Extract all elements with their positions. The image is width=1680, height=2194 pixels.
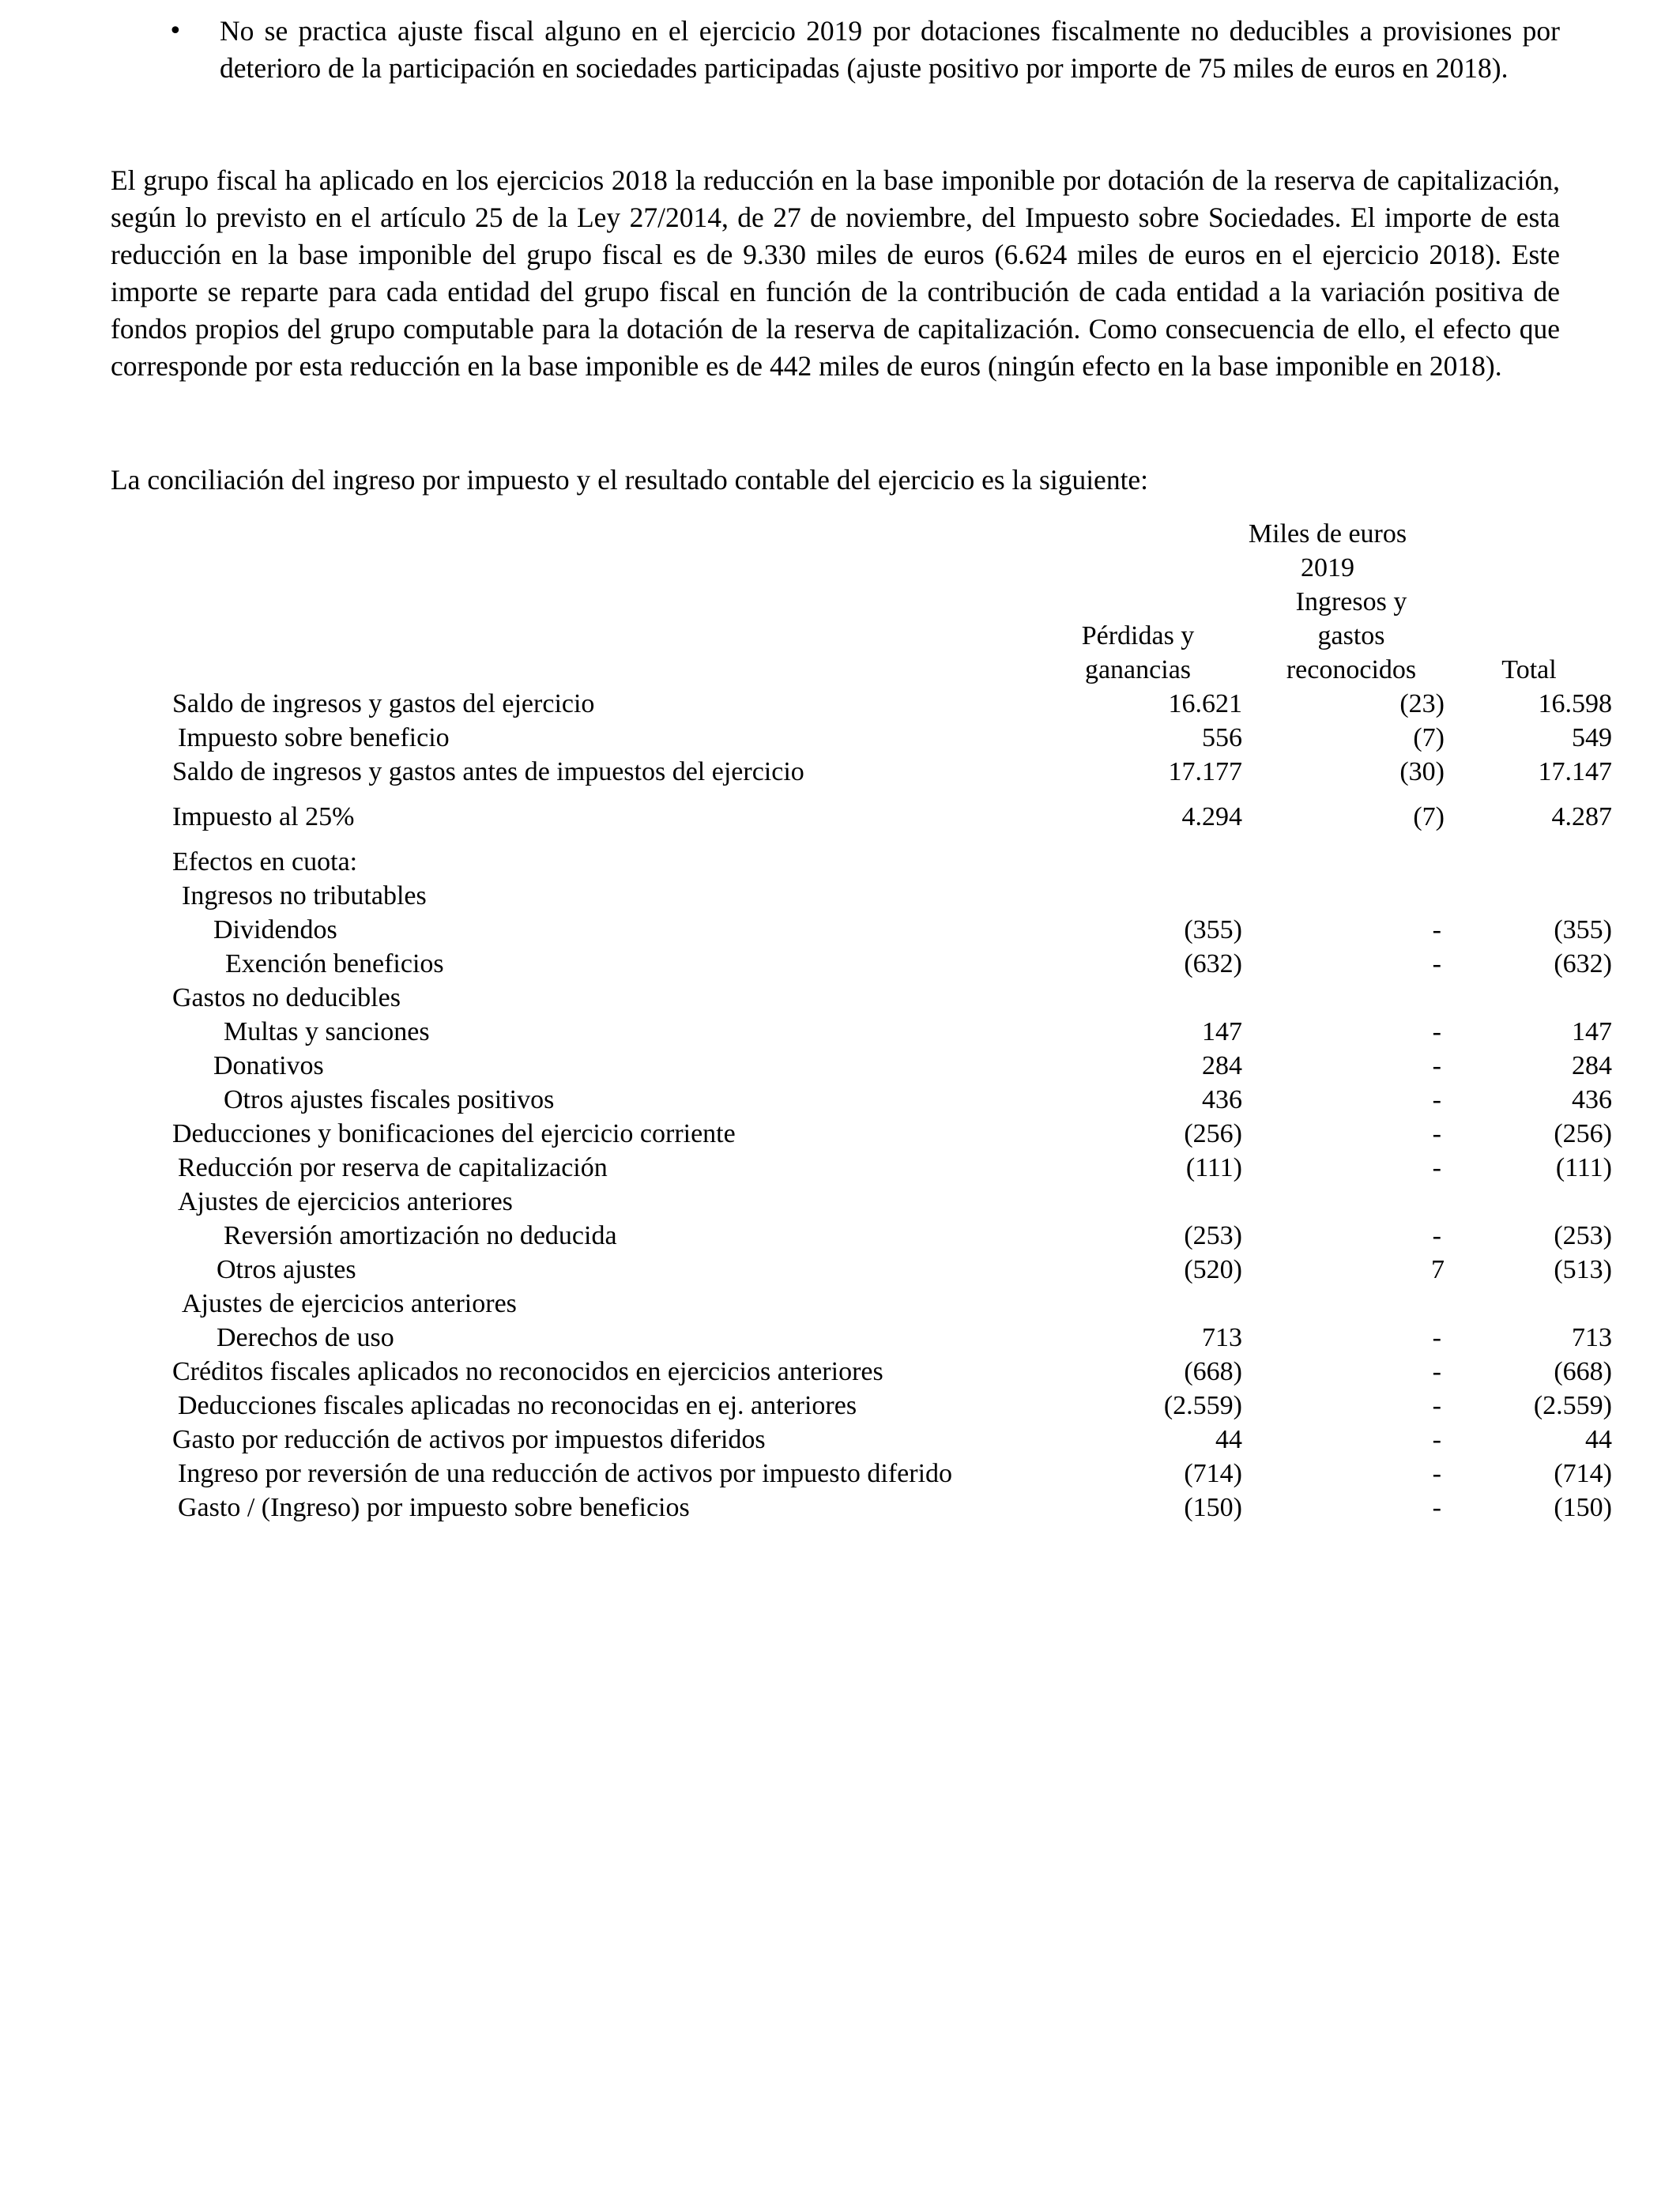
table-row (0, 1355, 1680, 1389)
cell-perdidas-ganancias: 17.177 (1168, 757, 1242, 786)
cell-total: (714) (1554, 1459, 1612, 1488)
row-label: Multas y sanciones (224, 1017, 430, 1046)
cell-ingresos-gastos: (7) (1413, 802, 1445, 831)
table-row (0, 1151, 1680, 1185)
table-row (0, 1049, 1680, 1083)
row-label: Impuesto al 25% (172, 802, 355, 831)
cell-total: 16.598 (1538, 689, 1612, 718)
cell-total: (513) (1554, 1255, 1612, 1284)
cell-ingresos-gastos: - (1432, 949, 1441, 978)
table-row (0, 1491, 1680, 1525)
cell-ingresos-gastos: (23) (1399, 689, 1445, 718)
cell-perdidas-ganancias: (520) (1184, 1255, 1242, 1284)
table-row (0, 1287, 1680, 1321)
table-units-header: Miles de euros (1248, 519, 1407, 548)
cell-total: 17.147 (1538, 757, 1612, 786)
cell-perdidas-ganancias: (668) (1184, 1357, 1242, 1386)
column-header-total: Total (1501, 655, 1557, 684)
column-header-line: Pérdidas y (1081, 621, 1195, 650)
cell-total: 147 (1572, 1017, 1612, 1046)
row-label: Otros ajustes (217, 1255, 356, 1284)
row-label: Dividendos (213, 915, 337, 944)
row-label: Créditos fiscales aplicados no reconocidos en ejercicios anteriores (172, 1357, 883, 1386)
cell-total: (256) (1554, 1119, 1612, 1148)
cell-ingresos-gastos: - (1432, 1391, 1441, 1420)
row-label: Reducción por reserva de capitalización (178, 1153, 608, 1182)
cell-total: 549 (1572, 723, 1612, 752)
cell-perdidas-ganancias: (2.559) (1163, 1391, 1242, 1420)
table-row (0, 1015, 1680, 1049)
cell-perdidas-ganancias: (150) (1184, 1493, 1242, 1522)
cell-total: (632) (1554, 949, 1612, 978)
cell-total: 44 (1585, 1425, 1612, 1454)
column-header-line: reconocidos (1286, 655, 1417, 684)
table-row (0, 1389, 1680, 1423)
cell-total: (111) (1555, 1153, 1612, 1182)
table-row (0, 755, 1680, 789)
table-row (0, 1083, 1680, 1117)
cell-perdidas-ganancias: (253) (1184, 1221, 1242, 1250)
table-row (0, 1321, 1680, 1355)
row-label: Gasto por reducción de activos por impuestos diferidos (172, 1425, 766, 1454)
row-label: Saldo de ingresos y gastos antes de impuestos del ejercicio (172, 757, 804, 786)
body-paragraph: El grupo fiscal ha aplicado en los ejercicios 2018 la reducción en la base imponible por dotación de la reserva de capitalización, según lo previsto en el artículo 25 de la Ley 27/2014, de 27 de noviembre, del Impuesto sobre Sociedades. El importe de esta reducción en la base imponible del grupo fiscal es de 9.330 miles de euros (6.624 miles de euros en el ejercicio 2018). Este importe se reparte para cada entidad del grupo fiscal en función de la contribución de cada entidad a la variación positiva de fondos propios del grupo computable para la dotación de la reserva de capitalización. Como consecuencia de ello, el efecto que corresponde por esta reducción en la base imponible es de 442 miles de euros (ningún efecto en la base imponible en 2018). (111, 164, 1560, 382)
row-label: Derechos de uso (217, 1323, 394, 1352)
cell-total: (2.559) (1533, 1391, 1612, 1420)
row-label: Ingresos no tributables (182, 881, 427, 910)
table-row (0, 981, 1680, 1015)
cell-total: 436 (1572, 1085, 1612, 1114)
row-label: Exención beneficios (225, 949, 444, 978)
cell-ingresos-gastos: (30) (1399, 757, 1445, 786)
table-row (0, 913, 1680, 947)
column-header-line: ganancias (1084, 655, 1192, 684)
cell-ingresos-gastos: (7) (1413, 723, 1445, 752)
cell-total: (668) (1554, 1357, 1612, 1386)
row-label: Ajustes de ejercicios anteriores (182, 1289, 517, 1318)
row-label: Saldo de ingresos y gastos del ejercicio (172, 689, 595, 718)
cell-ingresos-gastos: - (1432, 1323, 1441, 1352)
cell-total: (355) (1554, 915, 1612, 944)
table-row (0, 879, 1680, 913)
cell-total: 4.287 (1551, 802, 1612, 831)
table-row (0, 800, 1680, 834)
row-label: Deducciones y bonificaciones del ejercicio corriente (172, 1119, 736, 1148)
table-row (0, 687, 1680, 721)
cell-ingresos-gastos: - (1432, 915, 1441, 944)
cell-perdidas-ganancias: 16.621 (1168, 689, 1242, 718)
cell-total: (150) (1554, 1493, 1612, 1522)
table-intro: La conciliación del ingreso por impuesto y el resultado contable del ejercicio es la siguiente: (111, 464, 1149, 496)
column-header-ingresos-gastos (1249, 585, 1454, 687)
cell-perdidas-ganancias: 284 (1202, 1051, 1242, 1080)
row-label: Donativos (213, 1051, 324, 1080)
cell-total: 284 (1572, 1051, 1612, 1080)
cell-perdidas-ganancias: (632) (1184, 949, 1242, 978)
cell-ingresos-gastos: 7 (1431, 1255, 1445, 1284)
cell-perdidas-ganancias: 436 (1202, 1085, 1242, 1114)
table-row (0, 1253, 1680, 1287)
cell-perdidas-ganancias: 556 (1202, 723, 1242, 752)
cell-ingresos-gastos: - (1432, 1119, 1441, 1148)
column-header-perdidas-ganancias (1059, 619, 1217, 687)
table-row (0, 947, 1680, 981)
cell-ingresos-gastos: - (1432, 1357, 1441, 1386)
cell-ingresos-gastos: - (1432, 1425, 1441, 1454)
table-year-header: 2019 (1301, 553, 1354, 582)
row-label: Otros ajustes fiscales positivos (224, 1085, 555, 1114)
row-label: Efectos en cuota: (172, 847, 358, 876)
column-header-line: gastos (1317, 621, 1385, 650)
row-label: Impuesto sobre beneficio (178, 723, 450, 752)
cell-perdidas-ganancias: 713 (1202, 1323, 1242, 1352)
cell-total: 713 (1572, 1323, 1612, 1352)
cell-ingresos-gastos: - (1432, 1459, 1441, 1488)
row-label: Deducciones fiscales aplicadas no reconocidas en ej. anteriores (178, 1391, 857, 1420)
table-row (0, 845, 1680, 879)
cell-ingresos-gastos: - (1432, 1017, 1441, 1046)
cell-perdidas-ganancias: 147 (1202, 1017, 1242, 1046)
column-header-line: Ingresos y (1295, 587, 1407, 616)
row-label: Reversión amortización no deducida (224, 1221, 617, 1250)
table-row (0, 721, 1680, 755)
cell-ingresos-gastos: - (1432, 1051, 1441, 1080)
cell-ingresos-gastos: - (1432, 1493, 1441, 1522)
table-row (0, 1117, 1680, 1151)
bullet-symbol: • (168, 17, 183, 45)
cell-ingresos-gastos: - (1432, 1085, 1441, 1114)
table-row (0, 1457, 1680, 1491)
cell-perdidas-ganancias: 4.294 (1181, 802, 1242, 831)
cell-perdidas-ganancias: 44 (1215, 1425, 1242, 1454)
cell-perdidas-ganancias: (111) (1185, 1153, 1242, 1182)
table-row (0, 1423, 1680, 1457)
row-label: Ajustes de ejercicios anteriores (178, 1187, 513, 1216)
row-label: Ingreso por reversión de una reducción de activos por impuesto diferido (178, 1459, 953, 1488)
cell-perdidas-ganancias: (714) (1184, 1459, 1242, 1488)
cell-ingresos-gastos: - (1432, 1221, 1441, 1250)
cell-perdidas-ganancias: (355) (1184, 915, 1242, 944)
cell-total: (253) (1554, 1221, 1612, 1250)
row-label: Gasto / (Ingreso) por impuesto sobre beneficios (178, 1493, 690, 1522)
row-label: Gastos no deducibles (172, 983, 401, 1012)
cell-perdidas-ganancias: (256) (1184, 1119, 1242, 1148)
table-row (0, 1219, 1680, 1253)
table-row (0, 1185, 1680, 1219)
cell-ingresos-gastos: - (1432, 1153, 1441, 1182)
bullet-paragraph: No se practica ajuste fiscal alguno en el ejercicio 2019 por dotaciones fiscalmente no deducibles a provisiones por deterioro de la participación en sociedades participadas (ajuste positivo por importe de 75 miles de euros en 2018). (220, 15, 1560, 84)
